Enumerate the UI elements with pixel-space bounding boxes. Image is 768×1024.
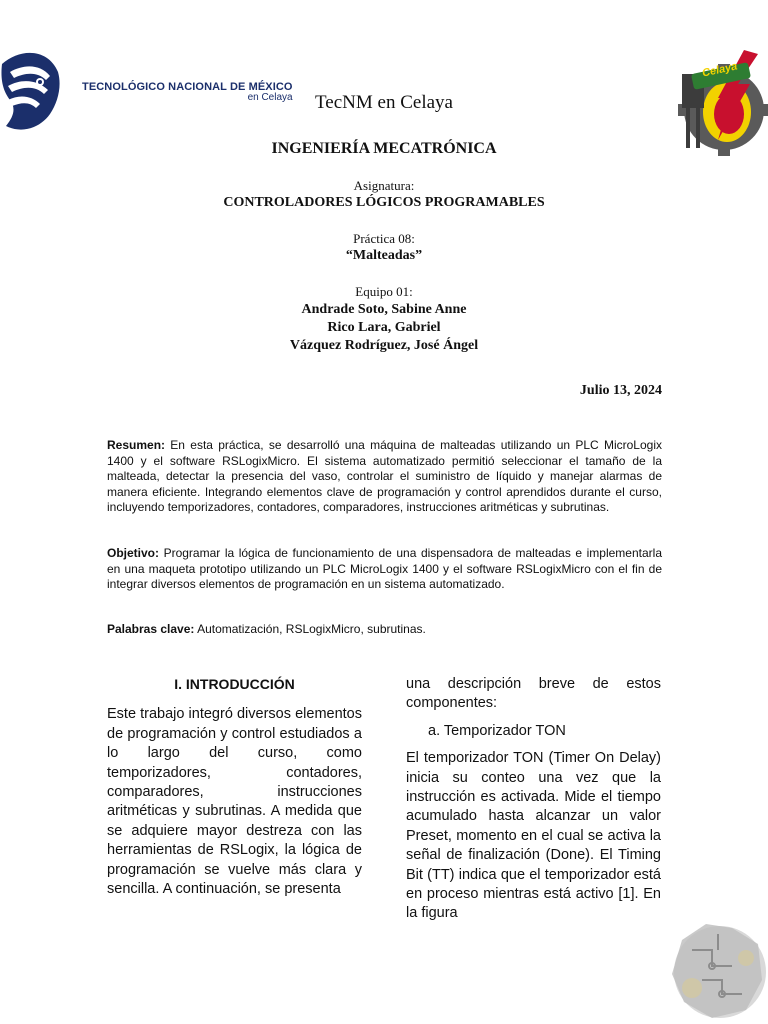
right-column: [406, 675, 661, 924]
left-column: [107, 675, 362, 899]
objetivo-text: Programar la lógica de funcionamiento de una dispensadora de malteadas e implementarla en una maqueta prototipo utilizando un PLC MicroLogix 1400 y el software RSLogixMicro con el fin de integrar diversos elementos de programación en un sistema automatizado.: [107, 546, 662, 592]
abstract-objetivo: [107, 546, 662, 593]
keywords-label: Palabras clave:: [107, 622, 195, 636]
section-heading: I. INTRODUCCIÓN: [174, 676, 295, 692]
list-item: a. Temporizador TON: [428, 722, 566, 739]
intro-paragraph: Este trabajo integró diversos elementos de programación y control estudiados a lo largo del curso, como temporizadores, contadores, comparadores, instrucciones aritméticas y subrutinas. A medida que se adquiere mayor destreza con las herramientas de RSLogix, la lógica de programación se vuelve más clara y sencilla. A continuación, se presenta: [107, 706, 362, 898]
team-member: Andrade Soto, Sabine Anne: [301, 302, 467, 317]
mechatronics-seal: [662, 910, 768, 1024]
practice-title: “Malteadas”: [345, 248, 423, 263]
resumen-label: Resumen:: [107, 438, 166, 452]
practice-label: Práctica 08:: [353, 231, 415, 246]
abstract-keywords: [107, 622, 662, 638]
document-date: Julio 13, 2024: [579, 383, 662, 398]
subject-label: Asignatura:: [353, 178, 415, 193]
abstract-resumen: [107, 438, 662, 516]
team-member: Vázquez Rodríguez, José Ángel: [289, 338, 479, 353]
itc-logo-text: Celaya: [701, 60, 739, 80]
resumen-text: En esta práctica, se desarrolló una máquina de malteadas utilizando un PLC MicroLogix 1400 y el software RSLogixMicro. El sistema automatizado permitió seleccionar el tamaño de la malteada, detectar la presencia del vaso, controlar el suministro de líquido y manejar alarmas de manera eficiente. Integrando elementos clave de programación y control aprendidos durante el curso, incluyendo temporizadores, contadores, comparadores, instrucciones aritméticas y subrutinas.: [107, 438, 662, 515]
team-member: Rico Lara, Gabriel: [327, 320, 441, 335]
institution-title: TecNM en Celaya: [315, 92, 453, 113]
career-title: INGENIERÍA MECATRÓNICA: [271, 140, 497, 157]
team-label: Equipo 01:: [355, 284, 413, 299]
right-paragraph: una descripción breve de estos componentes:: [406, 676, 661, 712]
objetivo-label: Objetivo:: [107, 546, 160, 560]
subject-name: CONTROLADORES LÓGICOS PROGRAMABLES: [223, 195, 545, 210]
keywords-text: Automatización, RSLogixMicro, subrutinas.: [194, 622, 426, 636]
tecnm-logo-line1: TECNOLÓGICO NACIONAL DE MÉXICO: [82, 81, 293, 93]
tecnm-logo-line2: en Celaya: [247, 92, 293, 103]
right-paragraph: El temporizador TON (Timer On Delay) inicia su conteo una vez que la instrucción es activada. Mide el tiempo acumulado hasta alcanzar un valor Preset, momento en el cual se activa la señal de finalización (Done). El Timing Bit (TT) indica que el temporizador está en proceso mientras está activo [1]. En la figura: [406, 750, 661, 922]
